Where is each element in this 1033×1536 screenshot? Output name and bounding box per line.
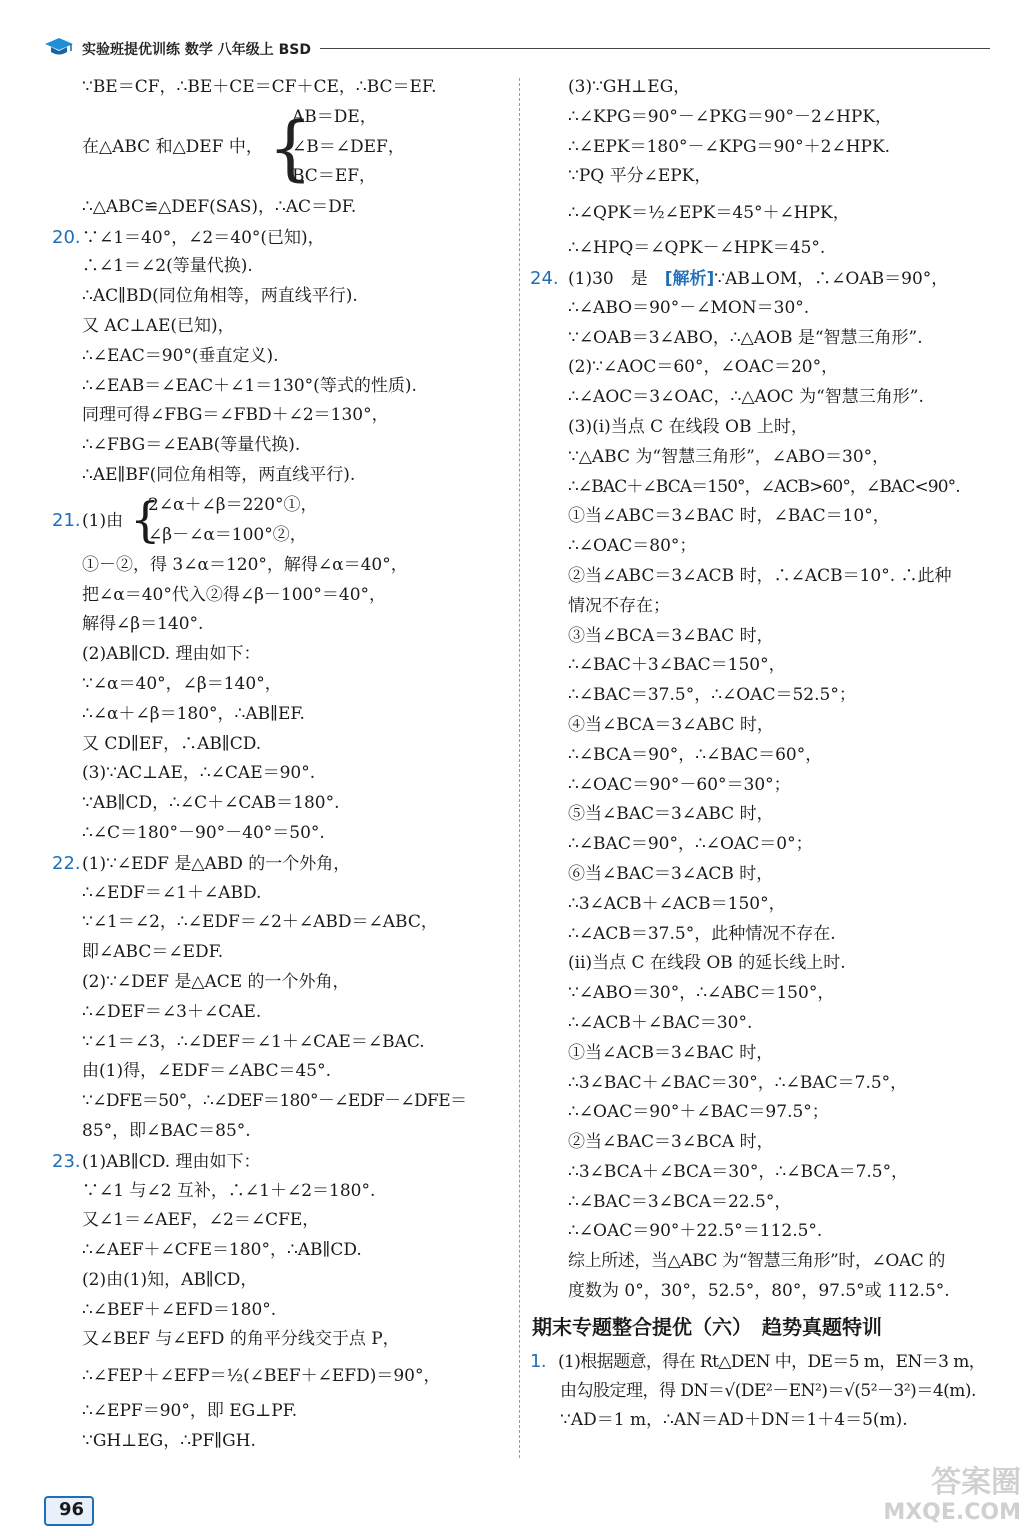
question-number: 21. bbox=[52, 509, 81, 531]
text-line: ∵AB⊥OM，∴∠OAB＝90°， bbox=[714, 268, 949, 289]
text-line: ①当∠ABC＝3∠BAC 时，∠BAC＝10°， bbox=[568, 506, 890, 527]
page-header bbox=[44, 36, 989, 62]
question-1 bbox=[530, 1347, 1000, 1377]
text-line: ∴△ABC≌△DEF(SAS)，∴AC＝DF. bbox=[82, 196, 357, 217]
text-line: (3)(ⅰ)当点 C 在线段 OB 上时， bbox=[568, 416, 808, 437]
text-line: ∵∠1＝∠2，∴∠EDF＝∠2＋∠ABD＝∠ABC， bbox=[82, 912, 438, 933]
text-line: ∴3∠BAC＋∠BAC＝30°，∴∠BAC＝7.5°， bbox=[568, 1072, 908, 1093]
text-line: ∵PQ 平分∠EPK， bbox=[568, 166, 712, 187]
text-line: 情况不存在； bbox=[568, 595, 670, 616]
text-line: ∴∠ABO＝90°－∠MON＝30°. bbox=[568, 297, 810, 318]
column-divider bbox=[519, 78, 520, 1458]
text-line: ∴∠ACB＋∠BAC＝30°. bbox=[568, 1012, 753, 1033]
brace-items bbox=[292, 103, 405, 192]
text-line: ⑤当∠BAC＝3∠ABC 时， bbox=[568, 804, 774, 825]
page-number: 96 bbox=[59, 1499, 85, 1520]
text-line: ∵GH⊥EG，∴PF∥GH. bbox=[82, 1431, 256, 1452]
brace-item: 2∠α＋∠β＝220°①， bbox=[148, 494, 318, 515]
watermark-url: MXQE.COM bbox=[883, 1500, 1021, 1525]
brace-item: ∠β－∠α＝100°②， bbox=[148, 524, 307, 545]
text-line: ∴∠BEF＋∠EFD＝180°. bbox=[82, 1299, 277, 1320]
brace-lead: (1)由 bbox=[82, 510, 124, 531]
text-line: 由(1)得，∠EDF＝∠ABC＝45°. bbox=[82, 1061, 332, 1082]
text-line: ∴3∠ACB＋∠ACB＝150°， bbox=[568, 893, 786, 914]
text-line: (3)∵AC⊥AE，∴∠CAE＝90°. bbox=[82, 763, 316, 784]
question-number: 20. bbox=[52, 226, 81, 248]
text-line: 又 CD∥EF，∴AB∥CD. bbox=[82, 733, 262, 754]
text-line: (1)∵∠EDF 是△ABD 的一个外角， bbox=[82, 853, 351, 874]
brace-system bbox=[52, 103, 514, 193]
text-line: (2)∵∠DEF 是△ACE 的一个外角， bbox=[82, 971, 350, 992]
text-line: (1)AB∥CD. 理由如下： bbox=[82, 1151, 261, 1172]
text-line: (2)AB∥CD. 理由如下： bbox=[82, 644, 261, 665]
brace-lead: 在△ABC 和△DEF 中， bbox=[82, 136, 263, 157]
watermark-logo-text: 答案圈 bbox=[931, 1465, 1021, 1500]
graduation-cap-icon bbox=[44, 36, 74, 58]
text-line: ∴∠BAC＋∠BCA＝150°，∠ACB>60°，∠BAC<90°. bbox=[568, 476, 960, 497]
text-line: ∴∠OAC＝80°； bbox=[568, 536, 697, 557]
text-line: ∴∠BCA＝90°，∴∠BAC＝60°， bbox=[568, 744, 823, 765]
text-line: ∴∠BAC＝37.5°，∴∠OAC＝52.5°； bbox=[568, 685, 856, 706]
text-line: ∴∠FBG＝∠EAB(等量代换). bbox=[82, 435, 301, 456]
text-line: ∴∠EPF＝90°，即 EG⊥PF. bbox=[82, 1401, 298, 1422]
question-number: 24. bbox=[530, 267, 559, 289]
question-number: 22. bbox=[52, 852, 81, 874]
question-20 bbox=[52, 223, 514, 253]
text-line: 由勾股定理，得 DN＝√(DE²－EN²)＝√(5²－3²)＝4(m). bbox=[560, 1380, 976, 1401]
text-line: 把∠α＝40°代入②得∠β－100°＝40°， bbox=[82, 584, 387, 605]
text-line: ∵∠DFE＝50°，∴∠DEF＝180°－∠EDF－∠DFE＝ bbox=[82, 1091, 467, 1112]
text-line: 解得∠β＝140°. bbox=[82, 614, 204, 635]
text-line: ∵AD＝1 m，∴AN＝AD＋DN＝1＋4＝5(m). bbox=[560, 1410, 908, 1431]
text-line: (3)∵GH⊥EG， bbox=[568, 77, 691, 97]
text-line: 即∠ABC＝∠EDF. bbox=[82, 942, 224, 963]
text-line: ∴∠OAC＝90°＋22.5°＝112.5°. bbox=[568, 1221, 823, 1242]
section-heading: 期末专题整合提优（六） 趋势真题特训 bbox=[532, 1314, 882, 1339]
text-line: ∵BE＝CF，∴BE＋CE＝CF＋CE，∴BC＝EF. bbox=[82, 77, 437, 97]
text-line: ∵△ABC 为“智慧三角形”，∠ABO＝30°， bbox=[568, 446, 890, 467]
text-line: 85°，即∠BAC＝85°. bbox=[82, 1120, 251, 1141]
text-line: ①当∠ACB＝3∠BAC 时， bbox=[568, 1042, 774, 1063]
text-line: 又∠1＝∠AEF，∠2＝∠CFE， bbox=[82, 1210, 320, 1231]
text-line: ∴∠AOC＝3∠OAC，∴△AOC 为“智慧三角形”. bbox=[568, 387, 924, 408]
text-line: ∵AB∥CD，∴∠C＋∠CAB＝180°. bbox=[82, 793, 340, 814]
text-line: 同理可得∠FBG＝∠FBD＋∠2＝130°， bbox=[82, 405, 389, 426]
text-line: ∵∠α＝40°，∠β＝140°， bbox=[82, 673, 282, 694]
text-line: ∵∠ABO＝30°，∴∠ABC＝150°， bbox=[568, 983, 835, 1004]
text-line: ∴∠1＝∠2(等量代换). bbox=[82, 256, 253, 277]
text-line: ∴∠α＋∠β＝180°，∴AB∥EF. bbox=[82, 703, 305, 724]
brace-glyph: { bbox=[130, 491, 161, 548]
text-line: ∴∠BAC＝3∠BCA＝22.5°， bbox=[568, 1191, 792, 1212]
text-line: ③当∠BCA＝3∠BAC 时， bbox=[568, 625, 774, 646]
watermark bbox=[883, 1465, 1021, 1528]
text-line: ⑥当∠BAC＝3∠ACB 时， bbox=[568, 863, 774, 884]
brace-item: ∠B＝∠DEF， bbox=[292, 136, 405, 157]
text-line: ∴∠EPK＝180°－∠KPG＝90°＋2∠HPK. bbox=[568, 136, 891, 157]
left-column bbox=[52, 73, 514, 1457]
text-line: ∴∠AEF＋∠CFE＝180°，∴AB∥CD. bbox=[82, 1240, 362, 1261]
header-rule bbox=[320, 48, 990, 49]
text-line: ∴∠EAB＝∠EAC＋∠1＝130°(等式的性质). bbox=[82, 375, 417, 396]
question-23 bbox=[52, 1147, 514, 1177]
text-line: 综上所述，当△ABC 为“智慧三角形”时，∠OAC 的 bbox=[568, 1251, 946, 1272]
text-line: ∴∠OAC＝90°－60°＝30°； bbox=[568, 774, 791, 795]
question-number: 1. bbox=[530, 1350, 546, 1372]
text-line: (ⅱ)当点 C 在线段 OB 的延长线上时. bbox=[568, 953, 846, 974]
text-line: (2)∵∠AOC＝60°，∠OAC＝20°， bbox=[568, 357, 839, 378]
text-line: ∴∠OAC＝90°＋∠BAC＝97.5°； bbox=[568, 1102, 829, 1123]
text-line: ②当∠BAC＝3∠BCA 时， bbox=[568, 1132, 774, 1153]
question-24 bbox=[530, 264, 1000, 294]
text-line: ∴∠C＝180°－90°－40°＝50°. bbox=[82, 822, 325, 843]
analysis-tag: [解析] bbox=[664, 268, 715, 289]
text-line: ∵∠1＝40°，∠2＝40°(已知)， bbox=[82, 227, 325, 248]
text-line: ②当∠ABC＝3∠ACB 时，∴∠ACB＝10°. ∴此种 bbox=[568, 565, 952, 586]
right-column bbox=[530, 73, 1000, 1436]
text-line: ①－②，得 3∠α＝120°，解得∠α＝40°， bbox=[82, 554, 408, 575]
text-line: ∴∠EAC＝90°(垂直定义). bbox=[82, 345, 279, 366]
brace-item: BC＝EF， bbox=[292, 166, 377, 187]
question-number: 23. bbox=[52, 1150, 81, 1172]
text-line: 度数为 0°，30°，52.5°，80°，97.5°或 112.5°. bbox=[568, 1281, 950, 1302]
brace-item: AB＝DE， bbox=[292, 106, 377, 127]
text-line: ④当∠BCA＝3∠ABC 时， bbox=[568, 714, 774, 735]
text-line: ∵∠OAB＝3∠ABO，∴△AOB 是“智慧三角形”. bbox=[568, 327, 923, 348]
text-line: 又∠BEF 与∠EFD 的角平分线交于点 P， bbox=[82, 1329, 400, 1350]
text-line: ∴AC∥BD(同位角相等，两直线平行). bbox=[82, 286, 358, 307]
fraction-line: ∴∠QPK＝½∠EPK＝45°＋∠HPK， bbox=[568, 203, 850, 224]
page-number-badge bbox=[44, 1496, 94, 1526]
text-line: ∴AE∥BF(同位角相等，两直线平行). bbox=[82, 464, 356, 485]
header-title: 实验班提优训练 数学 八年级上 BSD bbox=[82, 42, 311, 58]
text-line: ∴3∠BCA＋∠BCA＝30°，∴∠BCA＝7.5°， bbox=[568, 1161, 909, 1182]
text-line: (1)30 是 bbox=[568, 268, 665, 289]
brace-items bbox=[148, 491, 318, 551]
text-line: ∴∠KPG＝90°－∠PKG＝90°－2∠HPK， bbox=[568, 106, 893, 127]
fraction-line: ∴∠FEP＋∠EFP＝½(∠BEF＋∠EFD)＝90°， bbox=[82, 1366, 441, 1387]
text-line: ∴∠EDF＝∠1＋∠ABD. bbox=[82, 882, 262, 903]
text-line: ∵∠1＝∠3，∴∠DEF＝∠1＋∠CAE＝∠BAC. bbox=[82, 1031, 425, 1052]
text-line: (1)根据题意，得在 Rt△DEN 中，DE＝5 m，EN＝3 m， bbox=[558, 1351, 986, 1372]
text-line: ∴∠DEF＝∠3＋∠CAE. bbox=[82, 1001, 262, 1022]
question-21 bbox=[52, 491, 514, 551]
brace-glyph: { bbox=[268, 106, 313, 189]
text-line: ∵∠1 与∠2 互补，∴∠1＋∠2＝180°. bbox=[82, 1180, 376, 1201]
text-line: ∴∠BAC＝90°，∴∠OAC＝0°； bbox=[568, 834, 813, 855]
question-22 bbox=[52, 849, 514, 879]
text-line: (2)由(1)知，AB∥CD， bbox=[82, 1269, 258, 1290]
text-line: ∴∠BAC＋3∠BAC＝150°， bbox=[568, 655, 786, 676]
text-line: ∴∠ACB＝37.5°，此种情况不存在. bbox=[568, 923, 836, 944]
text-line: 又 AC⊥AE(已知)， bbox=[82, 315, 235, 336]
text-line: ∴∠HPQ＝∠QPK－∠HPK＝45°. bbox=[568, 238, 826, 259]
